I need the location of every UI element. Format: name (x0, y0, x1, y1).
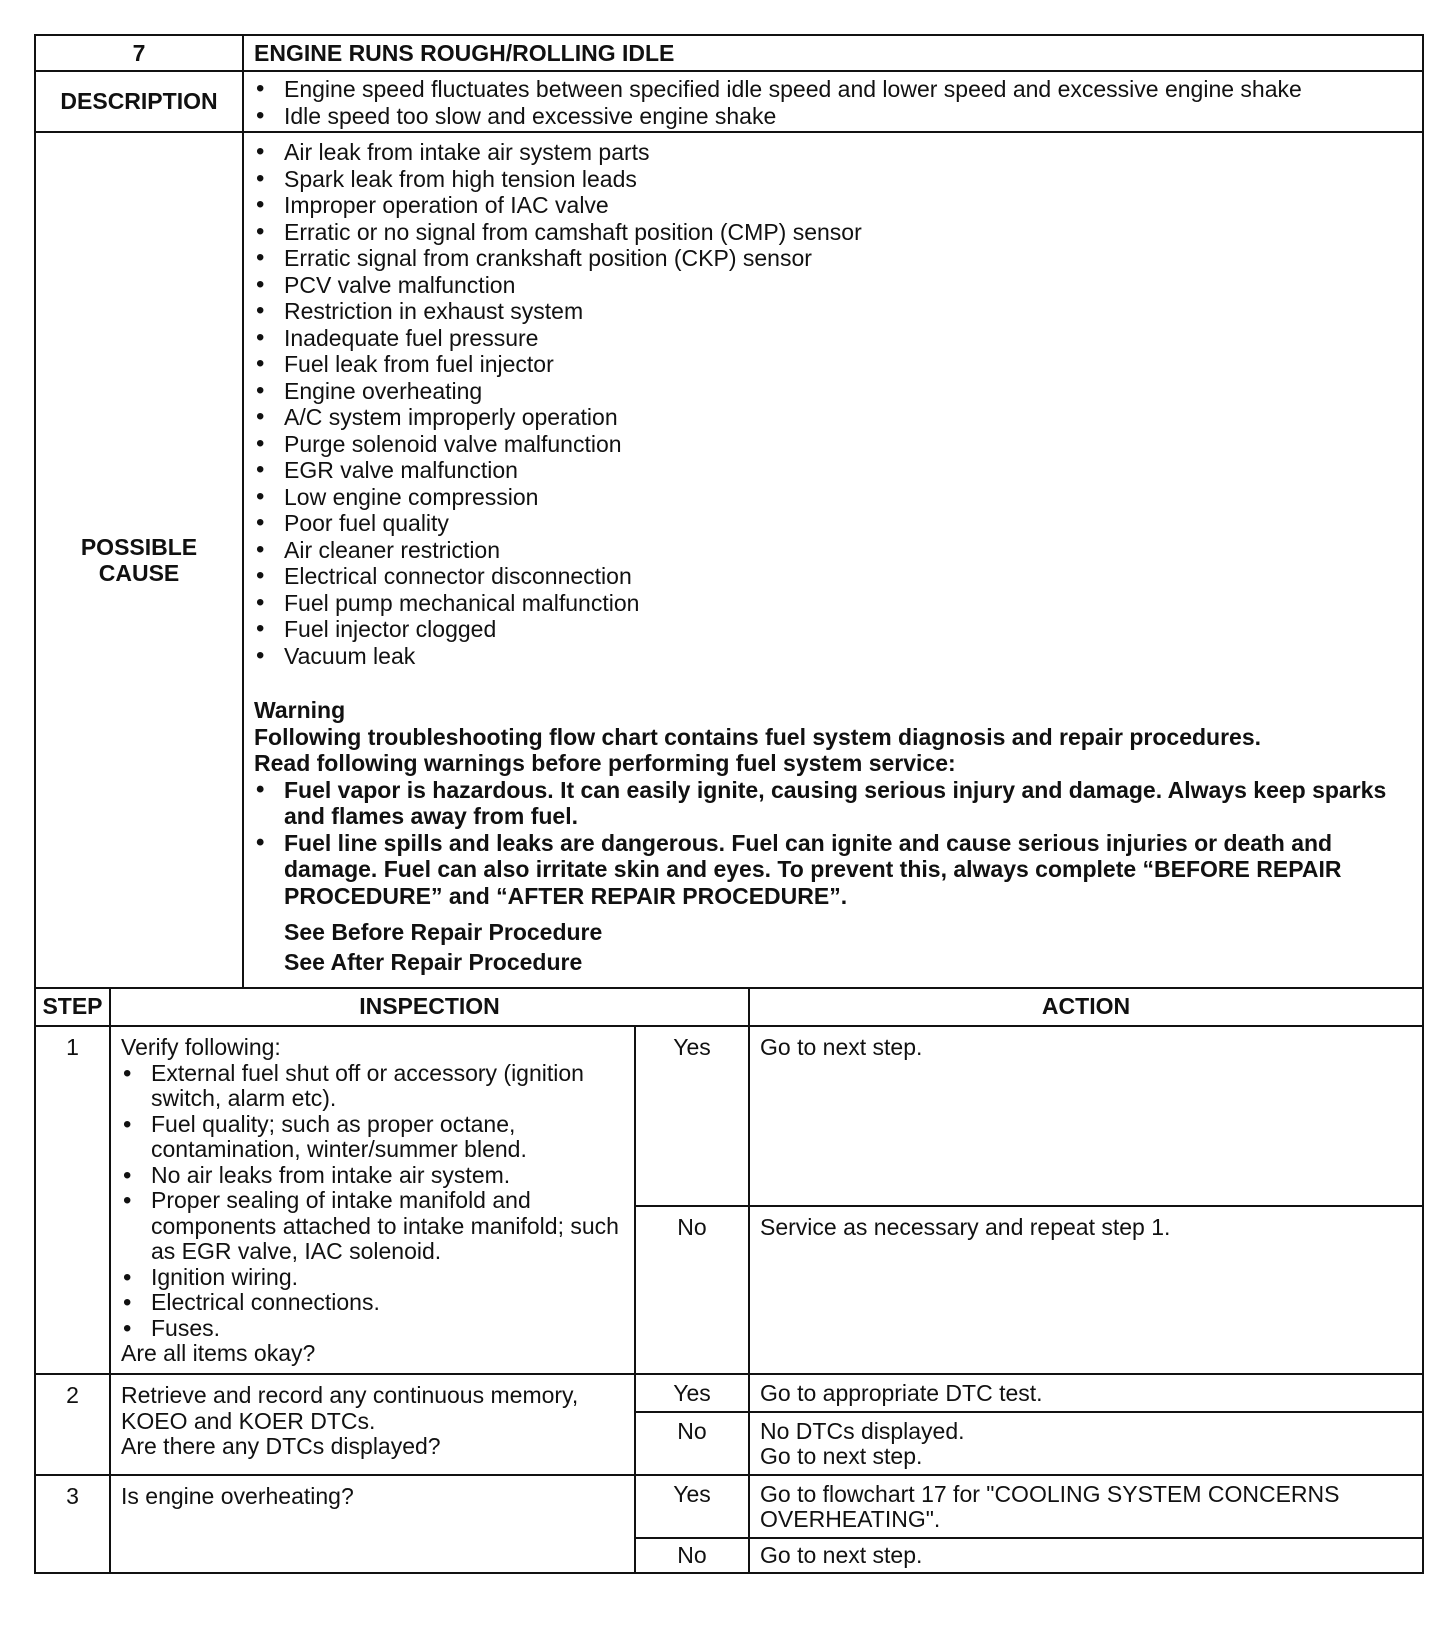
possible-cause-content (243, 132, 1423, 988)
list-item: • PCV valve malfunction (254, 272, 1412, 299)
list-item: • Restriction in exhaust system (254, 298, 1412, 325)
step-number: 1 (35, 1026, 110, 1374)
list-item: • No air leaks from intake air system. (121, 1163, 626, 1189)
list-item: • Fuel vapor is hazardous. It can easily ignite, causing serious injury and damage. Always keep sparks and flames away from fuel. (254, 777, 1412, 830)
step-inspection (110, 1374, 635, 1475)
description-label: DESCRIPTION (35, 71, 243, 132)
yes-label: Yes (635, 1026, 749, 1206)
list-item: • Fuel injector clogged (254, 616, 1412, 643)
yes-action: Go to flowchart 17 for "COOLING SYSTEM CONCERNS OVERHEATING". (749, 1475, 1423, 1538)
list-item: • Vacuum leak (254, 643, 1412, 670)
symptom-table (34, 34, 1424, 989)
possible-cause-label-line1: POSSIBLE (80, 533, 198, 560)
step-number: 2 (35, 1374, 110, 1475)
troubleshooting-page (34, 34, 1424, 1574)
table-row (35, 1026, 1423, 1206)
step-intro: Verify following: (121, 1034, 281, 1060)
step-text: Retrieve and record any continuous memory, KOEO and KOER DTCs. (121, 1382, 579, 1434)
warning-title: Warning (254, 697, 346, 723)
no-label: No (635, 1538, 749, 1574)
procedure-links (254, 917, 1412, 977)
step-column-header: STEP (35, 988, 110, 1026)
symptom-title: ENGINE RUNS ROUGH/ROLLING IDLE (243, 35, 1423, 71)
yes-label: Yes (635, 1374, 749, 1412)
no-label: No (635, 1412, 749, 1475)
list-item: • Low engine compression (254, 484, 1412, 511)
list-item: • Poor fuel quality (254, 510, 1412, 537)
yes-action: Go to next step. (749, 1026, 1423, 1206)
no-action: Go to next step. (749, 1538, 1423, 1574)
warning-list (254, 777, 1412, 910)
action-column-header: ACTION (749, 988, 1423, 1026)
list-item: • Fuel quality; such as proper octane, contamination, winter/summer blend. (121, 1112, 626, 1163)
inspection-column-header: INSPECTION (110, 988, 749, 1026)
table-row (35, 1374, 1423, 1412)
list-item: • Proper sealing of intake manifold and components attached to intake manifold; such as EGR valve, IAC solenoid. (121, 1188, 626, 1265)
list-item: • Fuel line spills and leaks are dangerous. Fuel can ignite and cause serious injuries or death and damage. Fuel can also irritate skin and eyes. To prevent this, always complete “BEFORE REPAIR PROCEDURE” and “AFTER REPAIR PROCEDURE”. (254, 830, 1412, 910)
yes-action: Go to appropriate DTC test. (749, 1374, 1423, 1412)
warning-block (254, 697, 1412, 977)
no-action (749, 1412, 1423, 1475)
list-item: • Erratic signal from crankshaft position (CKP) sensor (254, 245, 1412, 272)
steps-table (34, 987, 1424, 1574)
list-item: • A/C system improperly operation (254, 404, 1412, 431)
description-content (243, 71, 1423, 132)
list-item: • Fuel pump mechanical malfunction (254, 590, 1412, 617)
list-item: • Fuel leak from fuel injector (254, 351, 1412, 378)
after-repair-link[interactable]: See After Repair Procedure (284, 949, 583, 975)
step-number: 3 (35, 1475, 110, 1574)
step-question: Are all items okay? (121, 1340, 316, 1366)
inspection-list (121, 1061, 626, 1342)
list-item: • EGR valve malfunction (254, 457, 1412, 484)
list-item: • Erratic or no signal from camshaft position (CMP) sensor (254, 219, 1412, 246)
list-item: • Spark leak from high tension leads (254, 166, 1412, 193)
step-inspection (110, 1475, 635, 1574)
no-label: No (635, 1206, 749, 1374)
list-item: • Air leak from intake air system parts (254, 139, 1412, 166)
symptom-number: 7 (35, 35, 243, 71)
list-item: • External fuel shut off or accessory (ignition switch, alarm etc). (121, 1061, 626, 1112)
list-item: • Purge solenoid valve malfunction (254, 431, 1412, 458)
possible-cause-label (35, 132, 243, 988)
list-item: • Ignition wiring. (121, 1265, 626, 1291)
list-item: • Electrical connections. (121, 1290, 626, 1316)
list-item: • Improper operation of IAC valve (254, 192, 1412, 219)
step-inspection (110, 1026, 635, 1374)
list-item: • Inadequate fuel pressure (254, 325, 1412, 352)
list-item: • Electrical connector disconnection (254, 563, 1412, 590)
no-action-line2: Go to next step. (760, 1443, 923, 1469)
list-item: • Air cleaner restriction (254, 537, 1412, 564)
no-action: Service as necessary and repeat step 1. (749, 1206, 1423, 1374)
possible-cause-list (254, 139, 1412, 669)
description-list (254, 76, 1412, 129)
before-repair-link[interactable]: See Before Repair Procedure (284, 919, 603, 945)
table-row (35, 1475, 1423, 1538)
list-item: • Fuses. (121, 1316, 626, 1342)
no-action-line1: No DTCs displayed. (760, 1417, 965, 1444)
step-text: Is engine overheating? (121, 1482, 354, 1509)
yes-label: Yes (635, 1475, 749, 1538)
list-item: • Idle speed too slow and excessive engine shake (254, 103, 1412, 130)
warning-line1: Following troubleshooting flow chart contains fuel system diagnosis and repair procedures. (254, 723, 1262, 750)
possible-cause-label-line2: CAUSE (98, 560, 180, 586)
warning-line2: Read following warnings before performing fuel system service: (254, 750, 956, 776)
step-question: Are there any DTCs displayed? (121, 1433, 441, 1459)
list-item: • Engine speed fluctuates between specified idle speed and lower speed and excessive engine shake (254, 76, 1412, 103)
list-item: • Engine overheating (254, 378, 1412, 405)
